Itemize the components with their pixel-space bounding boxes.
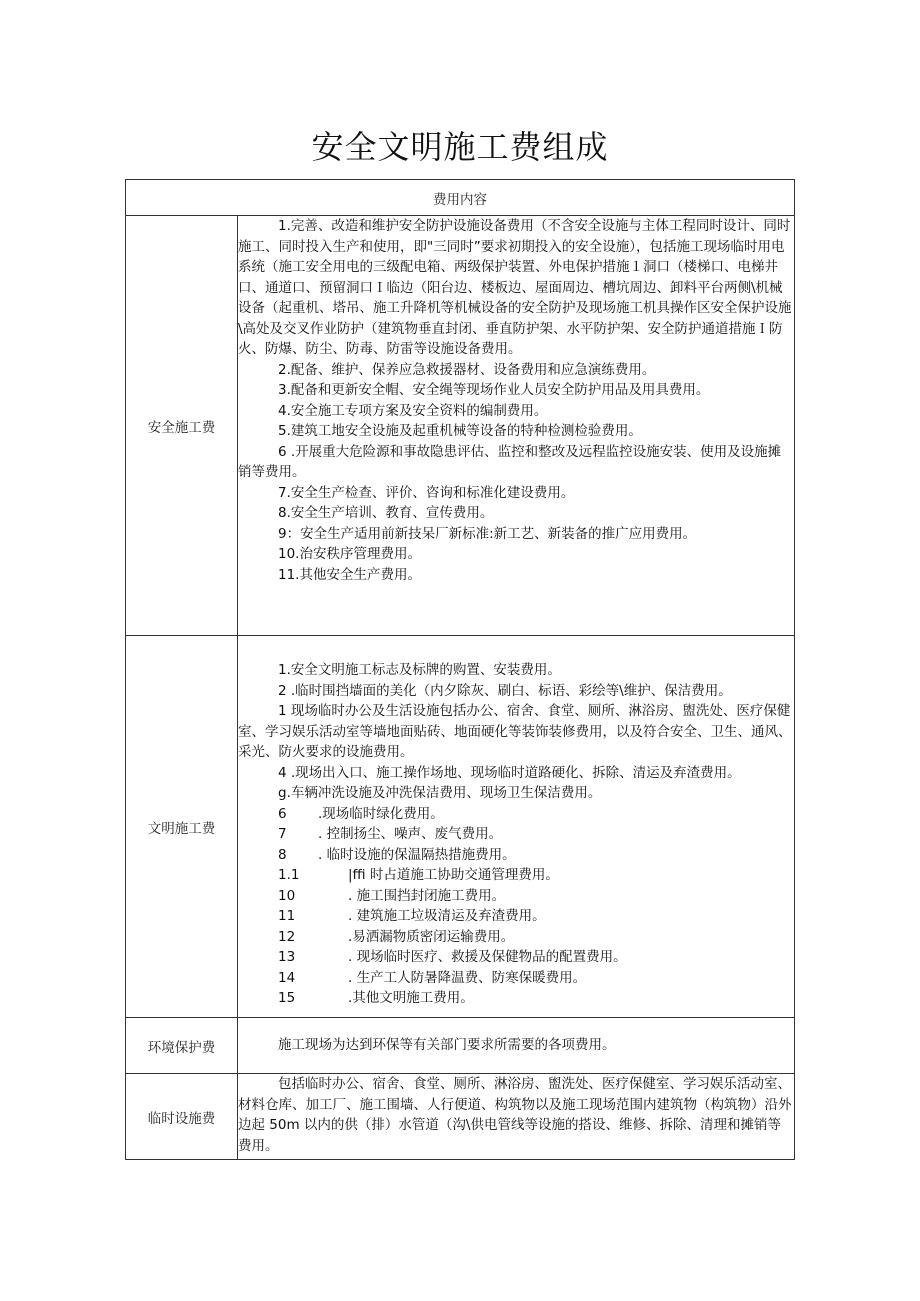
item-number: 11 (278, 908, 296, 924)
numbered-item (238, 988, 794, 1009)
row-content-environment (238, 1018, 795, 1074)
list-item: 5.建筑工地安全设施及起重机械等设备的特种检测检验费用。 (278, 423, 642, 439)
table-row-civilized (126, 636, 795, 1018)
row-content-civilized (238, 636, 795, 1018)
numbered-item (238, 906, 794, 927)
table-header: 费用内容 (126, 180, 795, 216)
list-item: 4.安全施工专项方案及安全资料的编制费用。 (278, 402, 548, 419)
list-item: 8.安全生产培训、教育、宣传费用。 (278, 505, 494, 521)
item-text: .易洒漏物质密闭运输费用。 (348, 928, 515, 945)
item-number: 6 (278, 805, 287, 822)
table-row-environment (126, 1018, 795, 1074)
item-text: . 建筑施工垃圾清运及弃渣费用。 (348, 908, 546, 924)
item-text: .现场临时绿化费用。 (318, 805, 444, 822)
list-item: 2 .临时围挡墙面的美化（内夕除灰、刷白、标语、彩绘等\维护、保洁费用。 (278, 682, 732, 699)
item-number: 14 (278, 969, 296, 986)
numbered-item (238, 865, 794, 886)
row-label-environment: 环境保护费 (126, 1018, 238, 1074)
row-content-temporary (238, 1074, 795, 1160)
list-item: 4 .现场出入口、施工操作场地、现场临时道路硬化、拆除、清运及弃渣费用。 (278, 764, 741, 781)
list-item: 2.配备、维护、保养应急救援器材、设备费用和应急演练费用。 (278, 361, 656, 378)
list-item: 6 .开展重大危险源和事故隐患评估、监控和整改及远程监控设施安装、使用及设施摊销等费用。 (238, 443, 782, 480)
temporary-text: 包括临时办公、宿舍、食堂、厕所、淋浴房、盥洗处、医疗保健室、学习娱乐活动室、材料仓库、加工厂、施工围墙、人行便道、构筑物以及施工现场范围内建筑物（构筑物）沿外边起 50m 以内的供（排）水管道（沟\供电管线等设施的搭设、维修、拆除、清理和摊销等费用。 (238, 1076, 792, 1154)
civilized-numbered-list (238, 804, 794, 1009)
numbered-item (238, 824, 794, 845)
item-number: 10 (278, 887, 296, 904)
table-header-row (126, 180, 795, 216)
table-row-safety (126, 216, 795, 636)
environment-text: 施工现场为达到环保等有关部门要求所需要的各项费用。 (278, 1037, 616, 1054)
item-text: . 控制扬尘、噪声、废气费用。 (318, 826, 503, 842)
item-number: 8 (278, 846, 287, 863)
item-text: . 施工围挡封闭施工费用。 (348, 887, 506, 904)
list-item: 9：安全生产适用前新技呆厂新标准:新工艺、新装备的推广应用费用。 (278, 525, 697, 542)
list-item: 1.完善、改造和维护安全防护设施设备费用（不含安全设施与主体工程同时设计、同时施工、同时投入生产和使用，即"三同时”要求初期投入的安全设施），包括施工现场临时用电系统（施工安全用电的三级配电箱、两级保护装置、外电保护措施１洞口（楼梯口、电梯井口、通道口、预留洞口Ｉ临边（阳台边、楼板边、屋面周边、槽坑周边、卸料平台两侧\机械设备（起重机、塔吊、施工升降机等机械设备的安全防护及现场施工机具操作区安全保护设施\高处及交叉作业防护（建筑物垂直封闭、垂直防护架、水平防护架、安全防护通道措施Ｉ防火、防爆、防尘、防毒、防雷等设施设备费用。 (238, 218, 792, 357)
item-number: 1.1 (278, 867, 300, 883)
numbered-item (238, 927, 794, 948)
numbered-item (238, 947, 794, 968)
fee-table (125, 179, 795, 1160)
list-item: 7.安全生产检查、评价、咨询和标准化建设费用。 (278, 484, 575, 501)
list-item: g.车辆冲洗设施及冲洗保洁费用、现场卫生保洁费用。 (278, 785, 602, 801)
numbered-item (238, 845, 794, 866)
document-title: 安全文明施工费组成 (311, 128, 609, 166)
row-label-safety: 安全施工费 (126, 216, 238, 636)
numbered-item (238, 968, 794, 989)
numbered-item (238, 804, 794, 825)
list-item: 1.安全文明施工标志及标牌的购置、安装费用。 (278, 662, 561, 678)
row-label-civilized: 文明施工费 (126, 636, 238, 1018)
table-row-temporary (126, 1074, 795, 1160)
item-number: 7 (278, 826, 287, 842)
list-item: 3.配备和更新安全帽、安全绳等现场作业人员安全防护用品及用具费用。 (278, 382, 710, 398)
list-item: 10.治安秩序管理费用。 (278, 546, 421, 562)
item-text: . 现场临时医疗、救援及保健物品的配置费用。 (348, 949, 627, 965)
row-content-safety (238, 216, 795, 636)
numbered-item (238, 886, 794, 907)
item-text: |ffi 时占道施工协助交通管理费用。 (348, 867, 559, 883)
item-number: 15 (278, 990, 296, 1006)
item-text: .其他文明施工费用。 (348, 990, 474, 1006)
list-item: 1 现场临时办公及生活设施包括办公、宿舍、食堂、厕所、淋浴房、盥洗处、医疗保健室、学习娱乐活动室等墙地面贴砖、地面硬化等装饰装修费用，以及符合安全、卫生、通风、采光、防火要求的设施费用。 (238, 703, 792, 760)
safety-items (238, 216, 794, 616)
row-label-temporary: 临时设施费 (126, 1074, 238, 1160)
item-number: 13 (278, 949, 296, 965)
item-text: . 生产工人防暑降温费、防寒保暖费用。 (348, 969, 587, 986)
list-item: 11.其他安全生产费用。 (278, 566, 421, 583)
item-number: 12 (278, 928, 296, 945)
item-text: . 临时设施的保温隔热措施费用。 (318, 846, 516, 863)
